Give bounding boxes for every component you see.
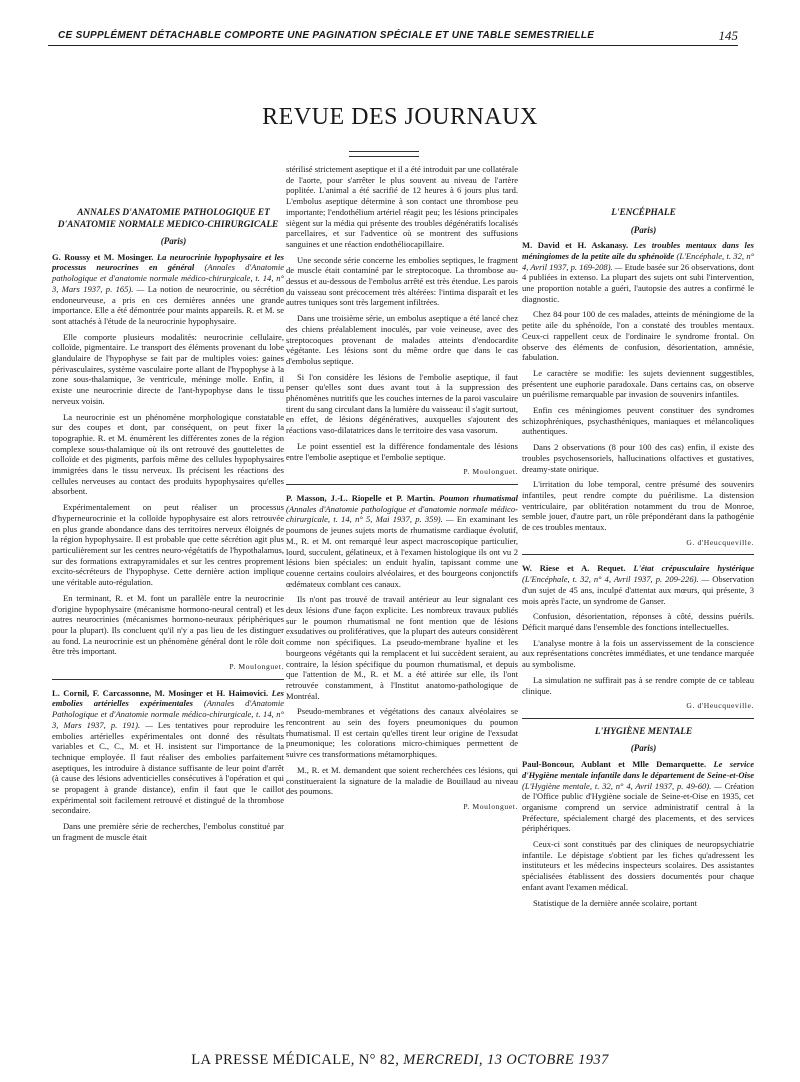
article-paragraph: La simulation ne suffirait pas à se rendre compte de ce tableau clinique. xyxy=(522,674,754,696)
article-paragraph: Si l'on considère les lésions de l'embolie aseptique, il faut penser qu'elles sont dues avant tout à la suppression des phénomènes nutritifs que les couches internes de la paroi vasculaire tirent du sang circulant dans la lumière du vaisseau: il s'agit surtout, en effet, de lésions dégénératives, auxquelles s'ajoutent des réactions vaso-dilatatrices dans le territoire des vasa vasorum. xyxy=(286,371,518,436)
article-intro xyxy=(522,240,754,304)
article-intro xyxy=(52,252,284,327)
article-authors: P. Masson, J.-L. Riopelle et P. Martin. xyxy=(286,492,436,503)
article-authors: M. David et H. Askanasy. xyxy=(522,240,629,251)
page-number: 145 xyxy=(718,28,738,43)
article-signature: G. d'Heucqueville. xyxy=(686,701,754,711)
article-separator xyxy=(522,718,754,719)
article-title: Les troubles mentaux dans les méningiomes de la petite aile du sphénoïde xyxy=(522,240,754,261)
article-paragraph: Observation d'un sujet de 45 ans, inculpé d'attentat aux mœurs, qui présente, 3 mois après l'acte, un syndrome de Ganser. xyxy=(522,574,754,606)
title-divider xyxy=(349,151,419,157)
article-paragraph: La neurocrinie est un phénomène morphologique constatable sur des coupes et dont, par conséquent, on peut fixer la topographie. R. et M. énumèrent les différentes zones de la région complexe sous-thalamique où ils ont retrouvé des gouttelettes de colloïde et des pigments, parfois même des cellules hypophysaires immigrées dans le tissu nerveux. Ils précisent les réactions des cellules nerveuses au contact des produits hypophysaires qu'elles absorbent. xyxy=(52,411,284,497)
article-title: L'état crépusculaire hystérique xyxy=(633,563,754,574)
article-paragraph: Dans une première série de recherches, l'embolus constitué par un fragment de muscle était xyxy=(52,821,284,842)
article-paragraph: La notion de neurocrinie, ou sécrétion endoneurveuse, a pris en ces dernières années une grande importance. Elle a été démontrée pour maints appareils. R. et M. se sont attachés à l'étude de la neurocrinie hypophysaire. xyxy=(52,283,284,326)
section-city: (Paris) xyxy=(630,743,657,754)
article-paragraph: stérilisé strictement aseptique et il a été introduit par une collatérale de l'aorte, pour s'arrêter le plus souvent au niveau de l'artère poplitée. L'animal a été sacrifié de 12 heures à 6 jours plus tard. L'embolus aseptique détermine à son contact une thrombose peu importante; l'endothélium artériel réagit peu; les lésions principales siègent sur la média qui présente des troubles dégénératifs localisés parcellaires, et sur l'adventice où se montrent des suffusions sanguines et une réaction endothéliocapillaire. xyxy=(286,164,518,249)
column-right xyxy=(522,208,754,913)
page-title: REVUE DES JOURNAUX xyxy=(262,104,538,130)
article-reference: (Annales d'Anatomie pathologique et d'anatomie normale médico-chirurgicale, t. 14, n° 5, Mai 1937, p. 359). — xyxy=(286,503,518,525)
article-paragraph: Le caractère se modifie: les sujets deviennent suggestibles, présentent une euphorie paradoxale. Dans certains cas, on observe un puérilisme remarquable par invasion de souvenirs infantiles. xyxy=(522,367,754,400)
article-paragraph: L'analyse montre à la fois un asservissement de la conscience aux représentations concrètes immédiates, et une tendance marquée au symbolisme. xyxy=(522,637,754,670)
article-title: Poumon rhumatismal xyxy=(438,492,519,503)
article-paragraph: M., R. et M. demandent que soient recherchées ces lésions, qui constitueraient la signature de la maladie de Bouillaud au niveau des poumons. xyxy=(286,764,518,797)
section-title: L'HYGIÈNE MENTALE xyxy=(594,726,693,737)
article-paragraph: Pseudo-membranes et végétations des canaux alvéolaires se rencontrent au sein des foyers pneumoniques du poumon rhumatismal. Il est certain qu'elles tirent leur origine de l'exsudat pneumonique; les colorations micro-chimiques permettent de suivre ces transformations métamorphiques. xyxy=(286,706,518,760)
article-paragraph: Chez 84 pour 100 de ces malades, atteints de méningiome de la petite aile du sphénoïde, l'on a constaté des troubles mentaux. Ceux-ci rappellent ceux de l'ordinaire le syndrome frontal. On observe des éléments de confusion, désorientation, amnésie, fabulation. xyxy=(522,309,754,363)
article-authors: W. Riese et A. Requet. xyxy=(522,563,626,574)
article-paragraph: Les tentatives pour reproduire les embolies artérielles expérimentales ont donné des résultats variables et C., C., M. et H. insistent sur l'importance de la technique employée. Il faut réaliser des embolies parfaitement aseptiques, les introduire à distance suffisante de leur point d'arrêt (à cause des lésions adventicielles consécutives à l'opération et qui se propagent à grande distance), enfin il faut que le caillot expérimental soit facilement retrouvé et distingué de la thrombose secondaire. xyxy=(52,719,285,816)
article-reference: (Annales d'Anatomie pathologique et d'anatomie normale médico-chirurgicale, t. 14, n° 3, Mars 1937, p. 165). — xyxy=(52,262,284,294)
article-paragraph: L'irritation du lobe temporal, centre présumé des souvenirs infantiles, peut rendre compte du puérilisme. La distension ventriculaire, par oblitération notamment du trou de Monroe, semble jouer, d'autre part, un rôle prépondérant dans la pathogénie de ces troubles mentaux. xyxy=(522,479,754,533)
article-paragraph: Dans 2 observations (8 pour 100 des cas) enfin, il existe des troubles psychosensoriels, hallucinations olfactives et gustatives, dreamy-state onirique. xyxy=(522,442,754,474)
article-reference: (L'Encéphale, t. 32, n° 4, Avril 1937, p. 209-226). — xyxy=(522,574,710,585)
article-signature: P. Moulonguet. xyxy=(463,801,518,811)
supplement-banner: CE SUPPLÉMENT DÉTACHABLE COMPORTE UNE PAGINATION SPÉCIALE ET UNE TABLE SEMESTRIELLE xyxy=(58,30,595,41)
issue-date: MERCREDI, 13 OCTOBRE 1937 xyxy=(403,1052,609,1068)
article-signature: G. d'Heucqueville. xyxy=(686,537,754,547)
article-paragraph: En terminant, R. et M. font un parallèle entre la neurocrinie d'origine hypophysaire (mécanisme hormono-neural central) et les autres neurocrinies (mécanismes hormono-neuraux périphériques pour la plupart). Ils concluent qu'il n'y a pas lieu de les distinguer au fond. La neurocrinie est un phénomène général dont le rôle doit être très important. xyxy=(52,592,284,657)
article-paragraph: Expérimentalement on peut réaliser un processus d'hyperneurocrinie et la colloïde hypophysaire est alors retrouvée en plus grande abondance dans des territoires nerveux éloignés de la région hypophysaire. Il est probable que cette sécrétion agit plus particulièrement sur les centres neuro-végétatifs de l'hypothalamus, sur des formations extrapyramidales et sur les centres proprement excito-sécréteurs de l'hypophyse. Cette dernière action implique une véritable auto-régulation. xyxy=(52,502,284,588)
page-header xyxy=(48,30,738,46)
article-paragraph: Ils n'ont pas trouvé de travail antérieur au leur signalant ces deux lésions d'une façon explicite. Les nombreux travaux publiés sur le poumon rhumatismal ne font mention que de lésions exsudatives ou prolifératives, que la plupart des auteurs considèrent comme non spécifiques. La pseudo-membrane hyaline et les bourgeons végétants qui la remplacent et lui succèdent seraient, au contraire, la lésion spécifique du poumon rhumatismal, et depuis que l'attention de M., R. et M. a été attirée sur elle, ils l'ont retrouvée constamment, à l'Institut anatomo-pathologique de Montréal. xyxy=(286,594,518,701)
section-city: (Paris) xyxy=(630,224,657,235)
article-title: La neurocrinie hypophysaire et les processus neurocrines en général xyxy=(52,251,285,273)
article-paragraph: Création de l'Office public d'Hygiène sociale de Seine-et-Oise en 1935, cet organisme comprend un service administratif central à la Préfecture, spécialement chargé des placements, et des services périphériques. xyxy=(522,780,754,834)
article-paragraph: Dans une troisième série, un embolus aseptique a été lancé chez des chiens préalablement inoculés, par voie veineuse, avec des streptocoques provenant de malades atteints d'endocardite végétante. Les lésions sont du même ordre que dans le cas d'embolus septique. xyxy=(286,313,518,366)
section-city: (Paris) xyxy=(160,236,187,246)
article-paragraph: Une seconde série concerne les embolies septiques, le fragment de muscle était contaminé par le streptocoque. La thrombose au-dessus et au-dessous de l'embolus arrêté est très étendue. Les parois du vaisseau sont précocement très altérées: l'intima disparaît et les autres tuniques sont très largement infiltrées. xyxy=(286,254,518,308)
article-intro xyxy=(522,563,754,606)
article-paragraph: Elle comporte plusieurs modalités: neurocrinie cellulaire, colloïde, pigmentaire. Le transport des éléments provenant du lobe glandulaire de l'hypophyse se fait par de multiples voies: gaines périvasculaires, système vasculaire porte allant de l'hypophyse à la zone sous-thalamique, 3e ventricule, méninge molle. Enfin, il existe une neurocrinie directe de l'ant-hypophyse dans le tissu nerveux voisin. xyxy=(52,331,284,406)
article-reference: (L'Hygiène mentale, t. 32, n° 4, Avril 1937, p. 49-60). — xyxy=(522,780,722,791)
article-signature: P. Moulonguet. xyxy=(229,662,284,672)
article-paragraph: Le point essentiel est la différence fondamentale des lésions entre l'embolie aseptique et l'embolie septique. xyxy=(286,440,518,462)
article-paragraph: Enfin ces méningiomes peuvent constituer des syndromes schizophréniques, psychasthéniques, maniaques et mélancoliques authentiques. xyxy=(522,405,754,437)
article-paragraph: Statistique de la dernière année scolaire, portant xyxy=(533,897,697,908)
article-intro xyxy=(52,688,284,816)
article-paragraph: En examinant les poumons de jeunes sujets morts de rhumatisme cardiaque évolutif, M., R. et M. ont remarqué leur aspect macroscopique particulier, lourd, succulent, gélatineux, et à l'examen histologique ils ont vu 2 lésions bien spéciales: un enduit hyalin, tapissant comme une couenne certains couloirs alvéolaires, et des bourgeons conjonctifs œdémateux comblant ces canaux. xyxy=(286,514,518,589)
article-separator xyxy=(286,484,518,485)
article-separator xyxy=(522,554,754,555)
article-paragraph: Confusion, désorientation, réponses à côté, dessins puérils. Déficit marqué dans l'ensemble des fonctions intellectuelles. xyxy=(522,611,754,632)
column-left xyxy=(52,208,284,848)
article-authors: Paul-Boncour, Aublant et Mlle Demarquette. xyxy=(522,759,707,770)
article-intro xyxy=(522,759,754,834)
page-footer xyxy=(0,1052,800,1069)
article-title: Le service d'Hygiène mentale infantile dans le département de Seine-et-Oise xyxy=(522,759,754,780)
journal-name: LA PRESSE MÉDICALE, N° 82, xyxy=(191,1052,400,1068)
article-reference: (Annales d'Anatomie Pathologique et d'Anatomie normale médico-chirurgicale, t. 14, n° 3, Mars 1937, p. 191). — xyxy=(52,698,284,730)
article-authors: G. Roussy et M. Mosinger. xyxy=(52,251,154,262)
article-title: Les embolies artérielles expérimentales xyxy=(52,687,284,709)
section-title: L'ENCÉPHALE xyxy=(611,208,676,218)
article-intro xyxy=(286,493,518,589)
article-paragraph: Ceux-ci sont constitués par des cliniques de neuropsychiatrie infantile. Le dépistage s'obtient par les fiches qu'adressent les instituteurs et les médecins inspecteurs scolaires. Des assistantes spécialisées établissent des dossiers documentés pour chaque enfant avant l'examen médical. xyxy=(522,839,754,892)
article-signature: P. Moulonguet. xyxy=(463,467,518,477)
article-separator xyxy=(52,679,284,680)
article-paragraph: Etude basée sur 26 observations, dont 4 publiées in extenso. La plupart des sujets ont subi l'intervention, une proportion notable a guéri, l'autopsie des autres a confirmé le diagnostic. xyxy=(522,261,754,304)
article-reference: (L'Encéphale, t. 32, n° 4, Avril 1937, p. 169-208). — xyxy=(522,250,755,272)
column-middle xyxy=(286,164,518,818)
section-title: ANNALES D'ANATOMIE PATHOLOGIQUE ET D'ANATOMIE NORMALE MEDICO-CHIRURGICALE xyxy=(57,208,279,230)
article-authors: L. Cornil, F. Carcassonne, M. Mosinger et H. Haimovici. xyxy=(52,687,269,698)
